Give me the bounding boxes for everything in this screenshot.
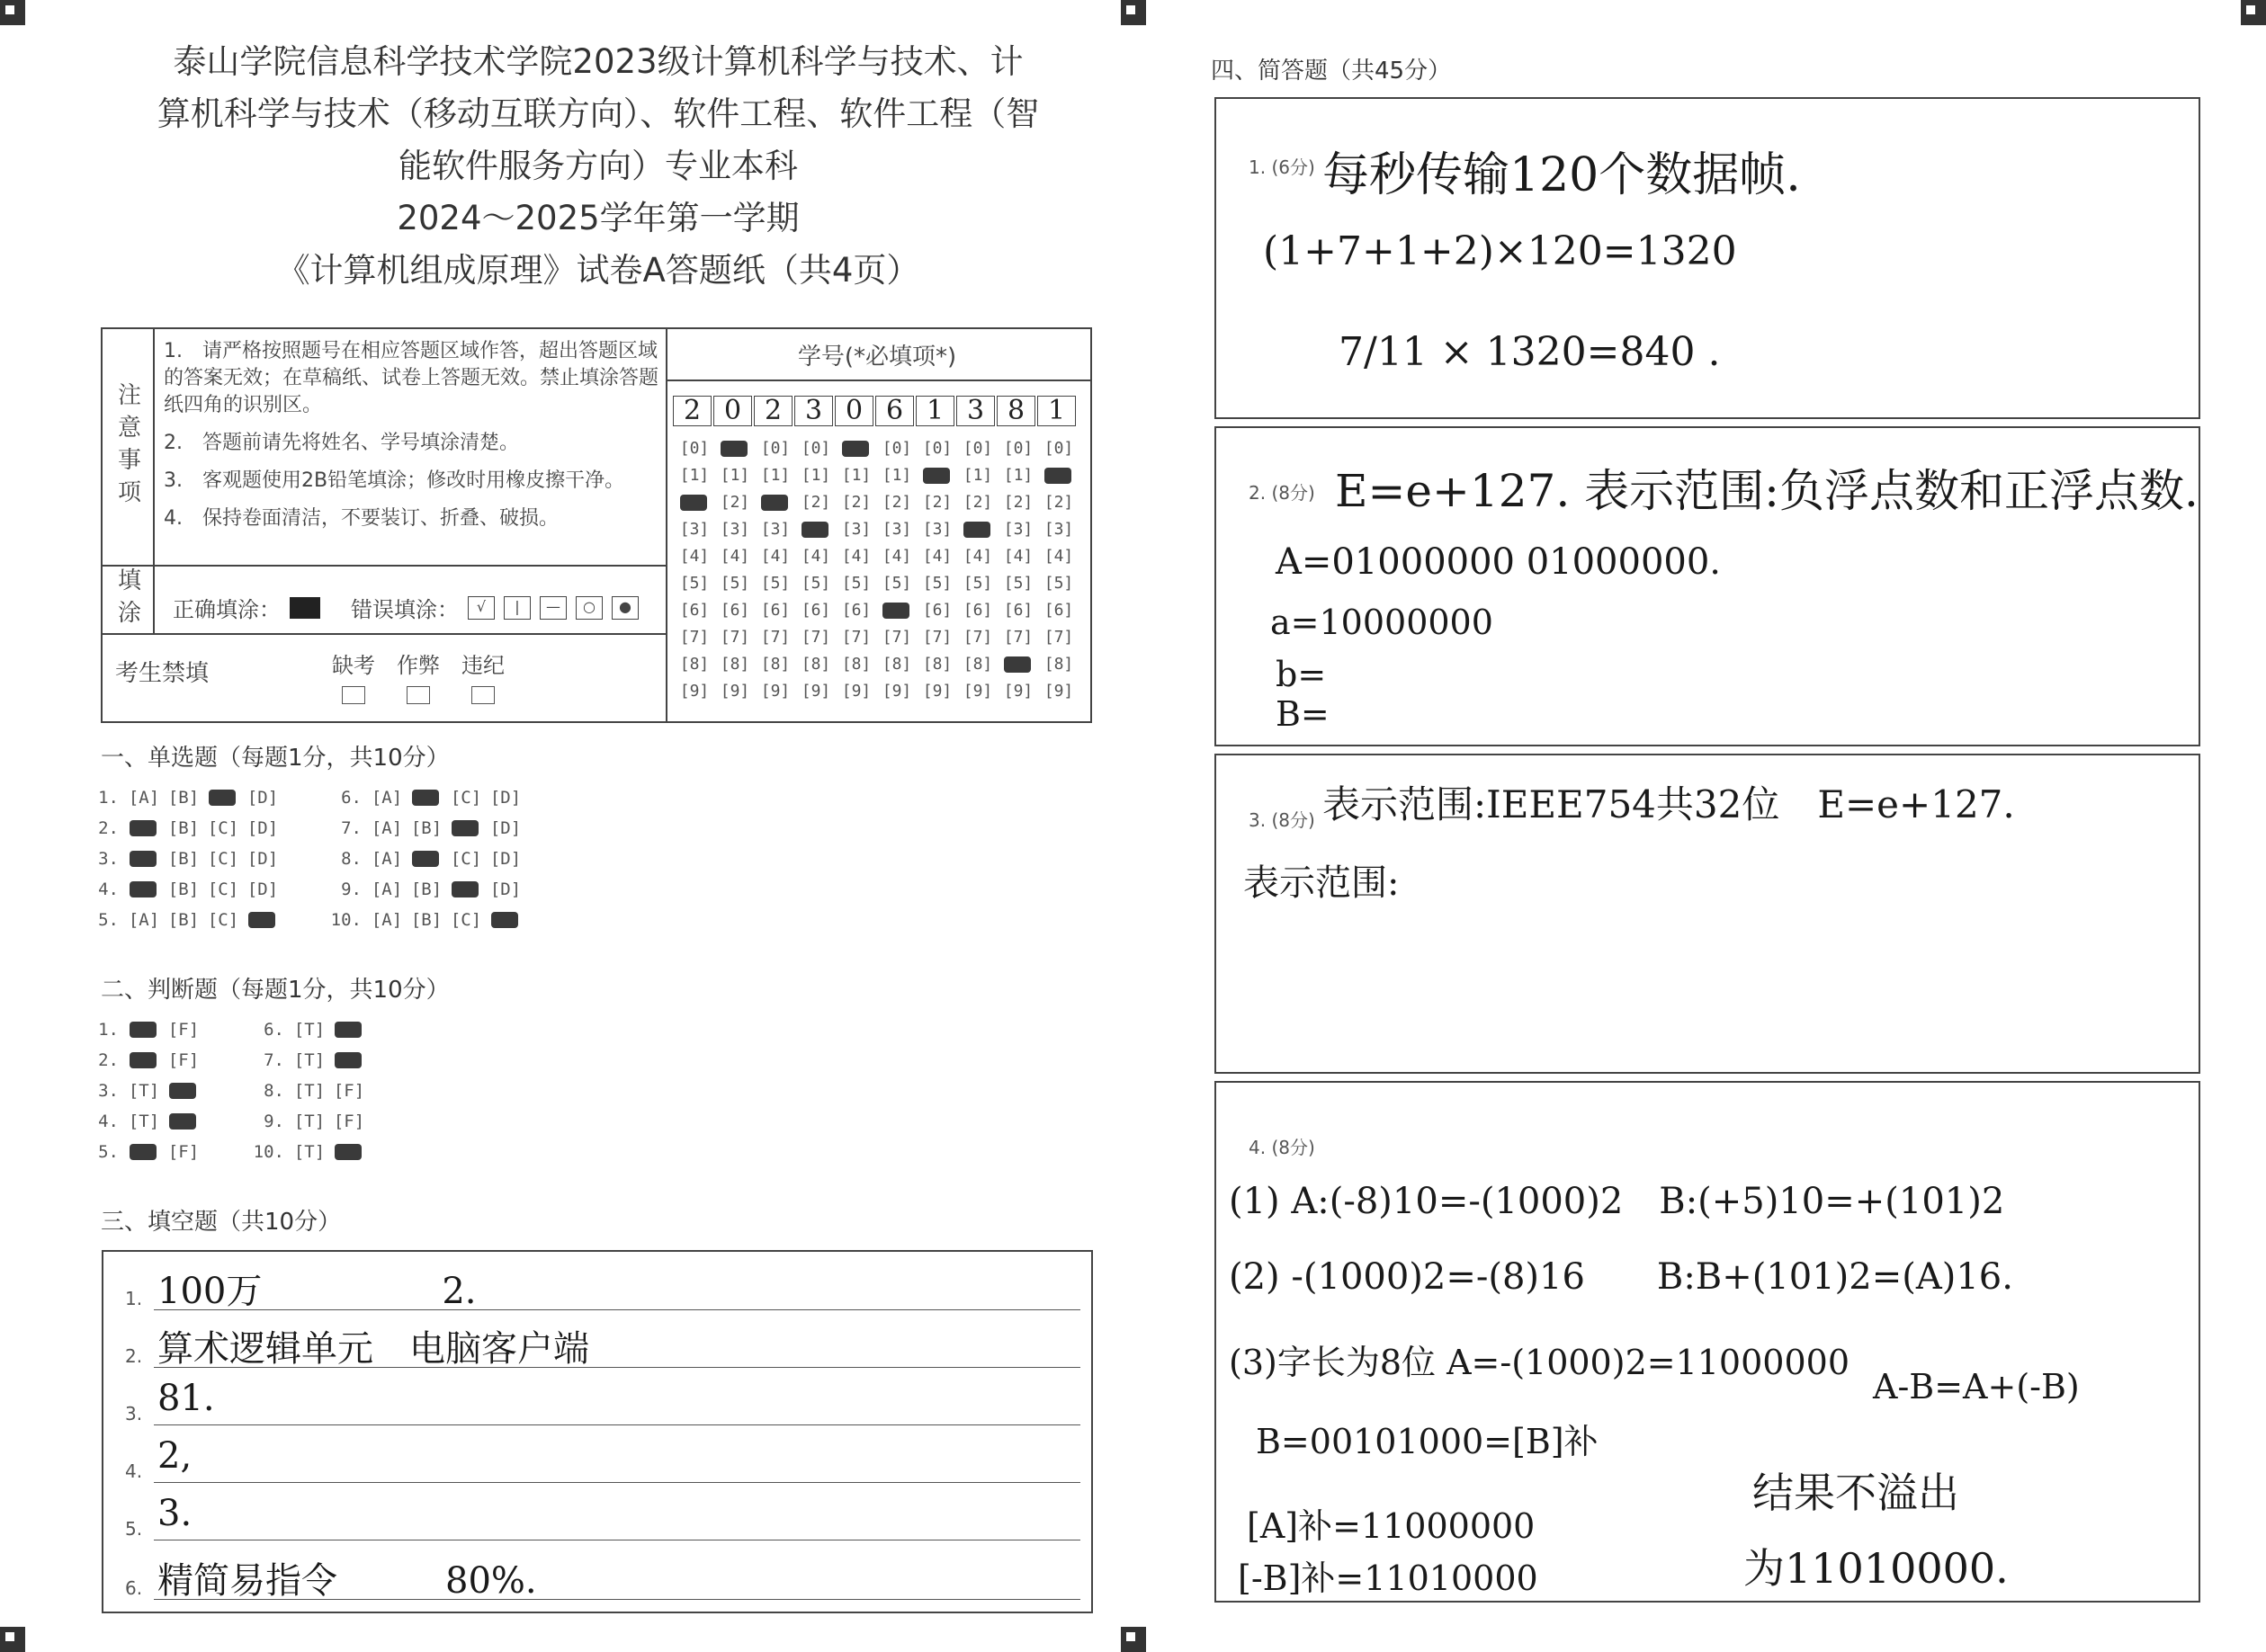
id-bubble[interactable]: [3] [1003,520,1034,539]
answer-option[interactable]: [F] [333,1081,365,1101]
answer-option[interactable]: [A] [371,910,403,930]
fill-blank-box [102,1250,1093,1613]
info-table [101,327,1092,723]
id-bubble[interactable]: [3] [922,520,953,539]
question-number: 4. (8分) [1249,1137,1315,1158]
id-bubble[interactable] [715,435,755,462]
question-number: 3. (8分) [1249,809,1315,831]
wrong-mark: ○ [576,596,603,620]
answer-option[interactable]: [D] [489,818,522,838]
answer-option[interactable] [407,788,446,808]
fill-number: 1. [125,1288,143,1309]
id-bubble[interactable]: [9] [760,682,791,701]
answer-option[interactable]: [C] [450,849,482,869]
handwritten-answer: (2) -(1000)2=-(8)16 B:B+(101)2=(A)16. [1229,1256,2013,1298]
id-bubble[interactable]: [1] [1003,466,1034,485]
answer-option[interactable] [446,880,486,899]
id-bubble[interactable]: [3] [1043,520,1074,539]
answer-option[interactable]: [A] [371,849,403,869]
section-true-false-title: 二、判断题（每题1分，共10分） [101,977,450,1004]
answer-row [248,1112,369,1131]
id-bubble[interactable]: [5] [922,574,953,593]
answer-option[interactable]: [D] [489,849,522,869]
id-bubble[interactable] [1039,462,1079,489]
id-bubble[interactable]: [0] [1043,439,1074,458]
id-bubble[interactable]: [1] [720,466,750,485]
answer-option[interactable]: [T] [293,1142,326,1162]
student-id-digit: 0 [713,396,752,426]
note-item: 4. 保持卷面清洁，不要装订、折叠、破损。 [164,507,559,530]
id-bubble[interactable]: [2] [1003,493,1034,512]
handwritten-answer: 3. [157,1493,193,1534]
question-number: 1. (6分) [1249,156,1315,178]
fill-number: 5. [125,1518,143,1540]
id-bubble[interactable]: [9] [841,682,872,701]
ban-violation[interactable]: 违纪 [452,647,515,704]
id-bubble[interactable]: [8] [841,655,872,674]
answer-box-q2 [1214,426,2200,746]
answer-row [83,1050,203,1070]
answer-option[interactable]: [D] [246,818,279,838]
handwritten-answer: 算术逻辑单元 电脑客户端 [157,1328,589,1370]
answer-option[interactable]: [B] [167,880,200,899]
answer-number: 6. [341,788,362,808]
handwritten-answer: 表示范围: [1243,862,1400,904]
correct-label: 正确填涂： [173,597,281,622]
answer-number: 5. [98,910,119,930]
answer-row [83,1020,203,1040]
handwritten-answer: 精简易指令 80%. [157,1560,537,1602]
answer-option[interactable]: [F] [167,1142,200,1162]
note-item: 3. 客观题使用2B铅笔填涂；修改时用橡皮擦干净。 [164,469,625,492]
id-bubble[interactable]: [6] [679,601,710,620]
answer-number: 8. [264,1081,284,1101]
answer-option[interactable]: [T] [293,1050,326,1070]
id-bubble[interactable]: [5] [1043,574,1074,593]
answer-option[interactable] [124,1142,164,1162]
id-bubble[interactable]: [0] [679,439,710,458]
id-bubble[interactable]: [9] [1043,682,1074,701]
wrong-mark: — [540,596,567,620]
answer-option[interactable]: [B] [167,788,200,808]
fill-number: 2. [125,1345,143,1367]
answer-option[interactable] [446,818,486,838]
id-bubble[interactable]: [0] [1003,439,1034,458]
answer-option[interactable]: [B] [167,910,200,930]
answer-option[interactable]: [B] [410,910,443,930]
id-bubble[interactable]: [8] [760,655,791,674]
section-single-choice-title: 一、单选题（每题1分，共10分） [101,745,450,772]
handwritten-answer: a=10000000 [1270,603,1493,642]
id-bubble[interactable]: [8] [963,655,993,674]
id-bubble[interactable]: [8] [882,655,912,674]
answer-row [83,910,282,930]
id-bubble[interactable]: [6] [1043,601,1074,620]
id-bubble[interactable]: [7] [720,628,750,647]
answer-option[interactable] [164,1112,203,1131]
id-bubble[interactable]: [5] [882,574,912,593]
ban-label: 考生禁填 [115,660,210,687]
answer-option[interactable]: [D] [489,880,522,899]
answer-option[interactable]: [A] [371,818,403,838]
answer-option[interactable]: [B] [167,849,200,869]
id-bubble[interactable]: [4] [1043,547,1074,566]
notes-list [164,338,667,543]
id-bubble[interactable]: [3] [841,520,872,539]
answer-option[interactable]: [F] [333,1112,365,1131]
id-bubble[interactable]: [4] [760,547,791,566]
id-bubble[interactable]: [5] [760,574,791,593]
answer-option[interactable] [329,1142,369,1162]
answer-option[interactable] [243,910,282,930]
wrong-mark: | [504,596,531,620]
id-bubble[interactable]: [3] [882,520,912,539]
title-line: 泰山学院信息科学技术学院2023级计算机科学与技术、计 [173,42,1024,81]
student-id-digit: 2 [754,396,793,426]
answer-number: 6. [264,1020,284,1040]
answer-option[interactable]: [A] [371,788,403,808]
answer-option[interactable]: [D] [246,788,279,808]
answer-option[interactable] [124,849,164,869]
id-bubble[interactable]: [8] [922,655,953,674]
answer-option[interactable]: [D] [246,880,279,899]
answer-option[interactable]: [D] [246,849,279,869]
answer-option[interactable]: [D] [489,788,522,808]
answer-number: 10. [253,1142,284,1162]
id-bubble[interactable]: [4] [1003,547,1034,566]
answer-number: 4. [98,1112,119,1131]
id-bubble[interactable]: [2] [963,493,993,512]
note-item: 1. 请严格按照题号在相应答题区域作答，超出答题区域的答案无效；在草稿纸、试卷上答题无效。禁止填涂答题纸四角的识别区。 [164,340,659,416]
id-bubble[interactable]: [2] [720,493,750,512]
id-bubble[interactable]: [1] [882,466,912,485]
id-bubble[interactable]: [4] [882,547,912,566]
id-bubble[interactable]: [0] [760,439,791,458]
id-bubble[interactable] [796,516,836,543]
answer-option[interactable]: [A] [128,910,160,930]
answer-option[interactable]: [B] [410,880,443,899]
title-line: 2024～2025学年第一学期 [397,199,800,237]
id-bubble[interactable]: [7] [1003,628,1034,647]
answer-option[interactable] [124,1050,164,1070]
fill-number: 3. [125,1403,143,1424]
handwritten-answer: b= [1276,655,1327,694]
answer-row [83,788,282,808]
answer-number: 9. [341,880,362,899]
fill-number: 6. [125,1577,143,1599]
fill-label: 填涂 [113,567,141,632]
id-bubble[interactable]: [7] [760,628,791,647]
answer-option[interactable] [329,1020,369,1040]
id-bubble[interactable]: [7] [679,628,710,647]
id-bubble[interactable]: [7] [922,628,953,647]
student-id-digit: 3 [794,396,833,426]
id-bubble[interactable]: [9] [922,682,953,701]
id-bubble[interactable]: [0] [963,439,993,458]
handwritten-answer: (1) A:(-8)10=-(1000)2 B:(+5)10=+(101)2 [1229,1181,2005,1222]
answer-box-q1 [1214,97,2200,419]
id-bubble[interactable]: [3] [760,520,791,539]
answer-row [248,1020,369,1040]
fill-number: 4. [125,1460,143,1482]
id-bubble[interactable]: [5] [841,574,872,593]
answer-box-q3 [1214,754,2200,1074]
student-id-digit: 8 [997,396,1035,426]
id-bubble[interactable]: [2] [922,493,953,512]
id-bubble[interactable]: [6] [1003,601,1034,620]
id-bubble[interactable]: [0] [922,439,953,458]
answer-number: 1. [98,788,119,808]
answer-row [248,1142,369,1162]
answer-row [326,818,525,838]
id-bubble[interactable]: [4] [801,547,831,566]
id-bubble[interactable]: [1] [760,466,791,485]
id-bubble[interactable]: [7] [963,628,993,647]
wrong-label: 错误填涂： [351,597,459,622]
handwritten-answer: E=e+127. 表示范围:负浮点数和正浮点数. [1335,465,2199,517]
wrong-mark: √ [468,596,495,620]
fill-example [173,592,639,623]
handwritten-answer: 表示范围:IEEE754共32位 E=e+127. [1322,782,2015,826]
answer-row [248,1050,369,1070]
handwritten-answer: A=01000000 01000000. [1276,541,1722,583]
id-bubble[interactable]: [2] [1043,493,1074,512]
answer-row [83,880,282,899]
answer-row [326,849,525,869]
id-bubble[interactable]: [6] [922,601,953,620]
answer-option[interactable] [164,1081,203,1101]
answer-row [326,880,525,899]
title-line: 《计算机组成原理》试卷A答题纸（共4页） [276,251,920,290]
id-bubble[interactable]: [7] [1043,628,1074,647]
answer-number: 10. [330,910,362,930]
answer-option[interactable]: [B] [167,818,200,838]
id-bubble[interactable]: [6] [963,601,993,620]
answer-option[interactable] [329,1050,369,1070]
id-bubble[interactable]: [2] [882,493,912,512]
id-bubble[interactable]: [7] [882,628,912,647]
wrong-mark: ● [612,596,639,620]
id-bubble[interactable] [877,597,917,624]
handwritten-answer: [A]补=11000000 [1247,1506,1536,1546]
answer-option[interactable]: [T] [293,1112,326,1131]
section-fill-blank-title: 三、填空题（共10分） [101,1209,342,1236]
id-bubble[interactable]: [9] [679,682,710,701]
id-bubble[interactable]: [9] [720,682,750,701]
ban-cheat[interactable]: 作弊 [387,647,450,704]
id-bubble[interactable]: [5] [963,574,993,593]
student-id-digit: 3 [956,396,995,426]
student-id-digit: 2 [673,396,712,426]
id-bubble[interactable]: [4] [679,547,710,566]
answer-option[interactable] [124,1020,164,1040]
id-bubble[interactable]: [8] [679,655,710,674]
id-bubble[interactable]: [2] [801,493,831,512]
title-line: 能软件服务方向）专业本科 [399,147,798,185]
answer-option[interactable]: [T] [128,1112,160,1131]
answer-option[interactable] [203,788,243,808]
id-bubble[interactable]: [8] [720,655,750,674]
answer-row [83,1081,203,1101]
id-bubble[interactable]: [6] [841,601,872,620]
id-bubble[interactable]: [2] [841,493,872,512]
handwritten-answer: [-B]补=11010000 [1238,1558,1538,1598]
answer-row [326,788,525,808]
student-id-digit: 1 [916,396,954,426]
answer-number: 2. [98,818,119,838]
answer-row [326,910,525,930]
handwritten-answer: (3)字长为8位 A=-(1000)2=11000000 [1229,1343,1850,1382]
id-bubble[interactable] [918,462,957,489]
answer-row [248,1081,369,1101]
corner-mark-top-right [2241,0,2266,25]
answer-option[interactable]: [A] [128,788,160,808]
title-line: 算机科学与技术（移动互联方向）、软件工程、软件工程（智 [157,94,1040,133]
answer-option[interactable]: [T] [293,1020,326,1040]
id-bubble[interactable]: [1] [679,466,710,485]
answer-number: 5. [98,1142,119,1162]
id-bubble[interactable]: [9] [801,682,831,701]
handwritten-answer: B=00101000=[B]补 [1256,1422,1599,1461]
answer-number: 7. [341,818,362,838]
answer-row [83,818,282,838]
corner-mark-bottom-center [1121,1627,1146,1652]
answer-option[interactable]: [C] [207,910,239,930]
handwritten-answer: 7/11 × 1320=840 . [1339,329,1721,375]
fill-line [154,1424,1080,1425]
id-bubble[interactable]: [0] [801,439,831,458]
student-id-digit: 0 [835,396,873,426]
id-bubble[interactable]: [7] [801,628,831,647]
answer-option[interactable]: [A] [371,880,403,899]
ban-absent[interactable]: 缺考 [322,647,385,704]
handwritten-answer: 100万 2. [157,1271,477,1312]
id-bubble[interactable]: [9] [1003,682,1034,701]
correct-fill-sample [290,597,320,619]
answer-row [83,1142,203,1162]
handwritten-answer: 2, [157,1435,193,1477]
id-bubble[interactable]: [5] [801,574,831,593]
student-id-label: 学号(*必填项*) [797,344,957,371]
id-bubble[interactable]: [9] [882,682,912,701]
answer-option[interactable] [124,880,164,899]
id-bubble[interactable]: [5] [720,574,750,593]
answer-option[interactable]: [C] [207,849,239,869]
answer-number: 7. [264,1050,284,1070]
id-bubble[interactable]: [9] [963,682,993,701]
answer-box-q4 [1214,1081,2200,1603]
handwritten-answer: 为11010000. [1743,1544,2009,1593]
student-id-digit: 1 [1037,396,1076,426]
answer-option[interactable] [486,910,525,930]
section-short-answer-title: 四、简答题（共45分） [1211,58,1452,85]
id-bubble[interactable] [999,651,1038,678]
answer-option[interactable]: [F] [167,1020,200,1040]
handwritten-answer: 81. [157,1378,215,1419]
id-bubble[interactable] [756,489,795,516]
id-bubble[interactable]: [3] [720,520,750,539]
id-bubble[interactable]: [4] [841,547,872,566]
answer-number: 3. [98,1081,119,1101]
answer-number: 3. [98,849,119,869]
handwritten-answer: (1+7+1+2)×120=1320 [1263,228,1737,274]
handwritten-answer: A-B=A+(-B) [1873,1367,2080,1406]
id-bubble[interactable]: [6] [720,601,750,620]
answer-option[interactable]: [B] [410,818,443,838]
id-bubble[interactable]: [1] [801,466,831,485]
answer-row [83,849,282,869]
answer-number: 9. [264,1112,284,1131]
id-bubble[interactable]: [4] [720,547,750,566]
question-number: 2. (8分) [1249,482,1315,504]
answer-option[interactable]: [C] [450,788,482,808]
id-bubble[interactable]: [6] [801,601,831,620]
answer-option[interactable]: [C] [207,880,239,899]
answer-row [83,1112,203,1131]
corner-mark-top-center [1121,0,1146,25]
note-item: 2. 答题前请先将姓名、学号填涂清楚。 [164,432,519,454]
id-bubble[interactable] [958,516,998,543]
id-bubble[interactable]: [0] [882,439,912,458]
id-bubble[interactable]: [1] [841,466,872,485]
id-bubble[interactable]: [5] [1003,574,1034,593]
answer-option[interactable]: [T] [293,1081,326,1101]
notes-label: 注意事项 [113,382,141,512]
answer-number: 2. [98,1050,119,1070]
answer-option[interactable] [407,849,446,869]
id-bubble[interactable]: [7] [841,628,872,647]
answer-option[interactable]: [C] [450,910,482,930]
id-bubble[interactable]: [4] [963,547,993,566]
id-bubble[interactable]: [6] [760,601,791,620]
id-bubble[interactable]: [3] [679,520,710,539]
id-bubble[interactable]: [4] [922,547,953,566]
answer-option[interactable]: [T] [128,1081,160,1101]
id-bubble[interactable]: [8] [1043,655,1074,674]
corner-mark-top-left [0,0,25,25]
answer-number: 1. [98,1020,119,1040]
answer-option[interactable]: [C] [207,818,239,838]
fill-line [154,1482,1080,1483]
handwritten-answer: 每秒传输120个数据帧. [1322,148,1801,202]
corner-mark-bottom-left [0,1627,25,1652]
id-bubble[interactable]: [8] [801,655,831,674]
id-bubble[interactable]: [5] [679,574,710,593]
id-bubble[interactable] [675,489,714,516]
id-bubble[interactable] [837,435,876,462]
answer-option[interactable]: [F] [167,1050,200,1070]
answer-number: 4. [98,880,119,899]
id-bubble[interactable]: [1] [963,466,993,485]
answer-option[interactable] [124,818,164,838]
student-id-digit: 6 [875,396,914,426]
answer-number: 8. [341,849,362,869]
handwritten-answer: 结果不溢出 [1752,1469,1959,1517]
handwritten-answer: B= [1276,694,1330,734]
student-id-digits [673,396,1078,426]
page-title [108,36,1088,297]
